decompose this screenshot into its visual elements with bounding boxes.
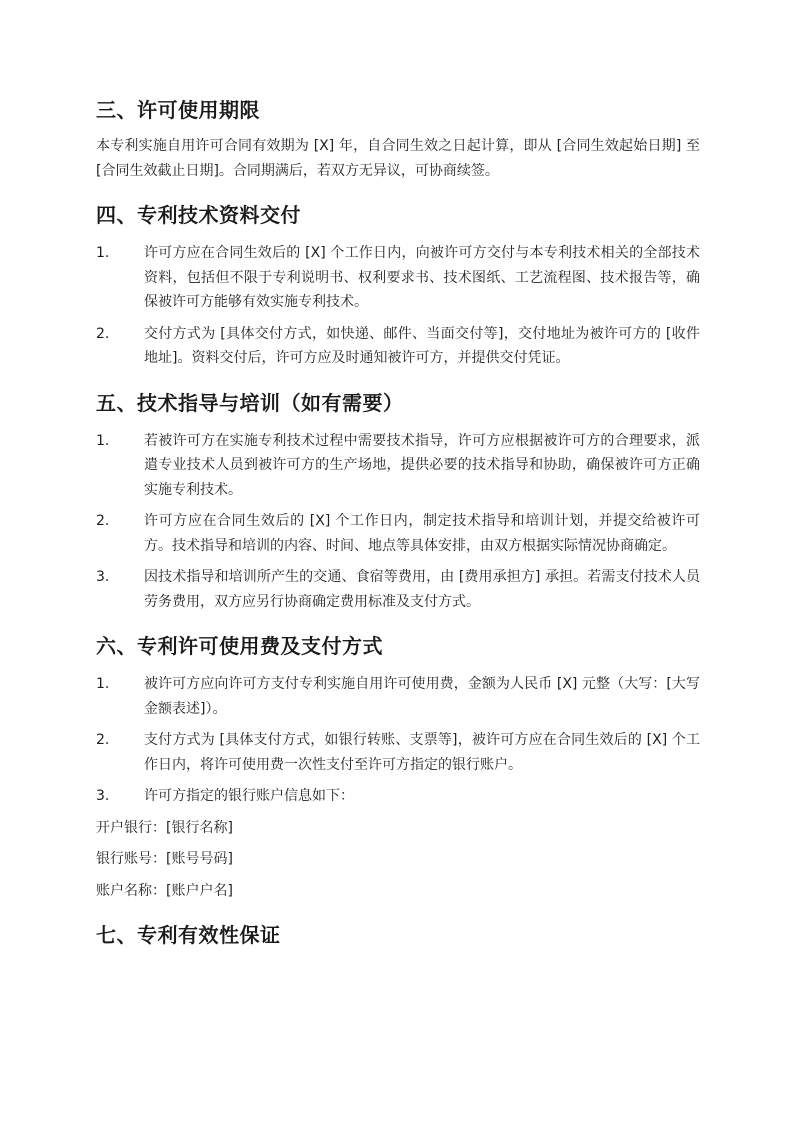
list-number: 2. xyxy=(96,732,110,748)
list-item xyxy=(96,509,700,558)
list-item xyxy=(96,672,700,721)
list-item xyxy=(96,322,700,371)
list-text: 若被许可方在实施专利技术过程中需要技术指导，许可方应根据被许可方的合理要求，派遣专业技术人员到被许可方的生产场地，提供必要的技术指导和协助，确保被许可方正确实施专利技术。 xyxy=(144,432,700,498)
list-text: 许可方应在合同生效后的 [X] 个工作日内，向被许可方交付与本专利技术相关的全部技术资料，包括但不限于专利说明书、权利要求书、技术图纸、工艺流程图、技术报告等，确保被许可方能够有效实施专利技术。 xyxy=(144,245,700,310)
list-number: 2. xyxy=(96,513,110,529)
bank-name-line: 开户银行：[银行名称] xyxy=(96,819,233,836)
section-heading: 四、专利技术资料交付 xyxy=(96,203,301,227)
list-text: 支付方式为 [具体支付方式，如银行转账、支票等]，被许可方应在合同生效后的 [X] 个工作日内，将许可使用费一次性支付至许可方指定的银行账户。 xyxy=(144,732,700,773)
list-number: 3. xyxy=(96,788,110,804)
section-term xyxy=(96,90,700,183)
section-tech-delivery xyxy=(96,195,700,371)
section-heading: 三、许可使用期限 xyxy=(96,98,260,122)
numbered-list xyxy=(96,241,700,371)
section-fees xyxy=(96,626,700,903)
list-number: 1. xyxy=(96,245,110,261)
section-heading: 七、专利有效性保证 xyxy=(96,923,281,947)
section-heading: 五、技术指导与培训（如有需要） xyxy=(96,390,404,415)
bank-account-line: 银行账号：[账号号码] xyxy=(96,851,233,867)
section-paragraph: 本专利实施自用许可合同有效期为 [X] 年，自合同生效之日起计算，即从 [合同生效起始日期] 至 [合同生效截止日期]。合同期满后，若双方无异议，可协商续签。 xyxy=(96,138,700,179)
list-item xyxy=(96,565,700,614)
section-heading: 六、专利许可使用费及支付方式 xyxy=(96,634,383,658)
document-page xyxy=(96,90,700,967)
list-text: 许可方应在合同生效后的 [X] 个工作日内，制定技术指导和培训计划，并提交给被许可方。技术指导和培训的内容、时间、地点等具体安排，由双方根据实际情况协商确定。 xyxy=(144,513,700,554)
list-text: 被许可方应向许可方支付专利实施自用许可使用费，金额为人民币 [X] 元整（大写：[大写金额表述]）。 xyxy=(144,676,700,717)
list-item xyxy=(96,784,700,809)
list-item xyxy=(96,728,700,777)
list-number: 2. xyxy=(96,325,110,342)
numbered-list xyxy=(96,672,700,809)
list-number: 1. xyxy=(96,432,110,449)
list-text: 交付方式为 [具体交付方式，如快递、邮件、当面交付等]，交付地址为被许可方的 [收件地址]。资料交付后，许可方应及时通知被许可方，并提供交付凭证。 xyxy=(144,325,700,366)
list-item xyxy=(96,241,700,315)
section-tech-guidance xyxy=(96,383,700,615)
list-number: 3. xyxy=(96,569,110,585)
list-item xyxy=(96,429,700,503)
numbered-list xyxy=(96,429,700,615)
list-number: 1. xyxy=(96,676,110,692)
list-text: 许可方指定的银行账户信息如下： xyxy=(144,788,354,804)
section-validity xyxy=(96,915,700,955)
list-text: 因技术指导和培训所产生的交通、食宿等费用，由 [费用承担方] 承担。若需支付技术人员劳务费用，双方应另行协商确定费用标准及支付方式。 xyxy=(144,569,700,610)
bank-account-name-line: 账户名称：[账户户名] xyxy=(96,882,233,899)
